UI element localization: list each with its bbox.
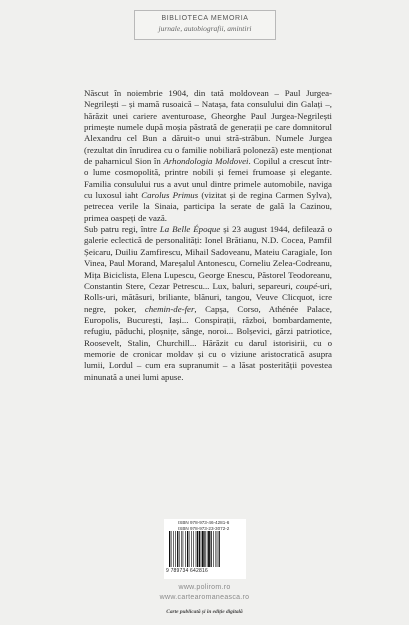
isbn-2: ISBN 978-973-23-3072-2: [178, 526, 230, 532]
barcode-stripe: [183, 531, 184, 567]
publisher-website[interactable]: www.polirom.ro: [178, 584, 231, 591]
barcode-stripe: [173, 531, 174, 567]
blurb-paragraph-1: [84, 88, 332, 224]
isbn-1: ISBN 978-973-46-4281-6: [178, 520, 230, 525]
barcode-area: [164, 519, 246, 579]
blurb-text: . Copilul a crescut într-o lume cosmopolită, printre nobili și femei frumoase și elegante. Familia consulului rus a avut unul dintre primele automobile, naviga cu luxosul iaht: [84, 156, 332, 201]
barcode-stripe: [191, 531, 192, 567]
barcode-stripe: [202, 531, 204, 567]
blurb-paragraph-2: [84, 224, 332, 383]
barcode-stripe: [177, 531, 178, 567]
barcode-stripe: [216, 531, 217, 567]
barcode-stripe: [217, 531, 218, 567]
blurb-text: (vizitat și de regina Carmen Sylva), petrecea verile la Sinaia, participa la serate de gală la Cazinou, primea oaspeți de vază.: [84, 190, 332, 223]
barcode-stripe: [213, 531, 214, 567]
barcode-stripe: [207, 531, 208, 567]
blurb-italic-term: chemin-de-fer: [144, 303, 195, 314]
barcode-stripe: [197, 531, 198, 567]
barcode-stripe: [171, 531, 172, 567]
series-subtitle: jurnale, autobiografii, amintiri: [158, 24, 252, 33]
blurb-text: Născut în noiembrie 1904, din tată moldovean – Paul Jurgea-Negrilești – și mamă rusoaică – Natașa, fata consulului din Galați –, hărăzit unei cariere aventuroase, Gheorghe Paul Jurgea-Negrilești primește numele după moșia păstrată de generații pe care domnitorul Alexandru cel Bun a dăruit-o unui stră-străbun. Numele Jurgea (rezultat din înrudirea cu o familie nobiliară poloneză) este menționat de paharnicul Sion în: [84, 88, 332, 167]
barcode-stripe: [193, 531, 194, 567]
barcode-stripe: [196, 531, 197, 567]
blurb-italic-term: coupé: [295, 280, 318, 291]
blurb-italic-title: Arhondologia Moldovei: [163, 156, 249, 167]
barcode-bars: [168, 531, 242, 568]
barcode-stripe: [208, 531, 210, 567]
blurb-text: , Capșa, Corso, Athénée Palace, Europolis, București, Iași... Conspirații, război, bombardamente, refugiu, păduchi, ploșnițe, sânge, noroi... Bolșevici, gărzi patriotice, Roosevelt, Stalin, Churchill... Hărăzit cu darul istorisirii, cu o memorie de cronicar moldav și cu o viziune aristocratică asupra lumii, Lordul – cum era supranumit – a lăsat posterității povestea minunată a unei lumi apuse.: [84, 303, 332, 382]
barcode-stripe: [179, 531, 180, 567]
barcode-stripe: [199, 531, 200, 567]
series-label-box: [134, 10, 276, 40]
barcode-stripe: [201, 531, 202, 567]
barcode-stripe: [187, 531, 188, 567]
barcode-stripe: [181, 531, 182, 567]
imprint-website[interactable]: www.cartearomaneasca.ro: [159, 594, 250, 601]
barcode-stripe: [189, 531, 190, 567]
blurb-italic-title: Carolus Primus: [141, 190, 199, 201]
blurb-italic-title: La Belle Époque: [159, 224, 221, 235]
blurb-text: Sub patru regi, între: [84, 224, 160, 235]
blurb-text: -uri, Rolls-uri, mătăsuri, briliante, blănuri, tangou, Veuve Clicquot, icre negre, poker,: [84, 280, 332, 314]
barcode-stripe: [219, 531, 220, 567]
barcode-stripe: [185, 531, 186, 567]
barcode-stripe: [204, 531, 205, 567]
barcode-stripe: [211, 531, 212, 567]
barcode-stripe: [169, 531, 170, 567]
back-cover-blurb: [84, 88, 332, 383]
barcode-stripe: [175, 531, 176, 567]
digital-edition-note: Carte publicată și în ediție digitală: [166, 609, 243, 615]
blurb-text: și 23 august 1944, defilează o galerie eclectică de personalități: Ionel Brătianu, N.D. Cocea, Pamfil Șeicaru, Duiliu Zamfirescu, Mihail Sadoveanu, Mateiu Caragiale, Ion Vinea, Paul Morand, Mareșalul Antonescu, Corneliu Zelea-Codreanu, Mița Biciclista, Elena Lupescu, George Enescu, Păstorel Teodoreanu, Constantin Stere, Cezar Petrescu... Lux, baluri, separeuri,: [84, 224, 332, 291]
barcode-digits: 9 789734 642816: [166, 568, 208, 574]
series-title: BIBLIOTECA MEMORIA: [161, 15, 249, 22]
